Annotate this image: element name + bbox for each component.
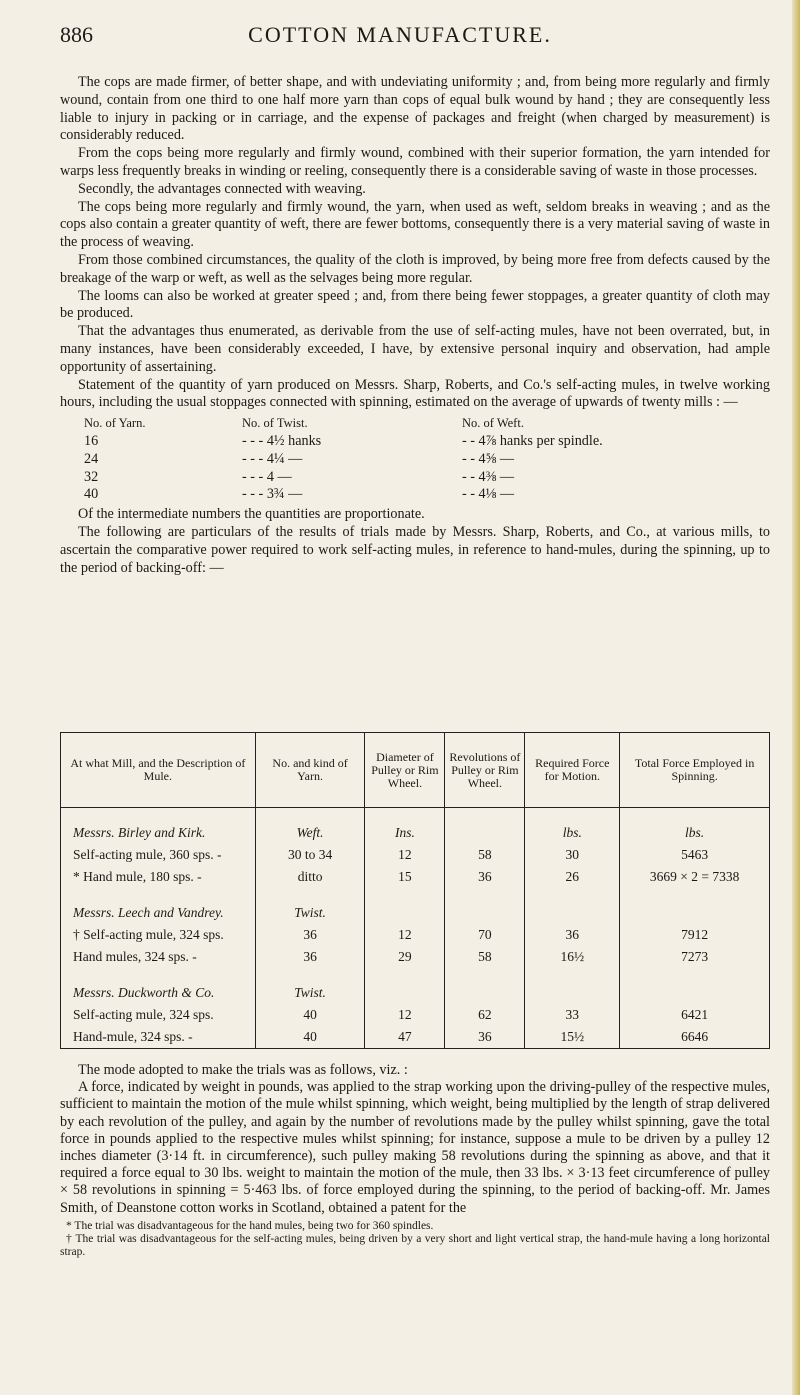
results-header-row xyxy=(61,733,770,808)
weft-header: No. of Weft. xyxy=(462,416,524,431)
diameter-value: 29 xyxy=(365,946,445,968)
weft-hanks: - - 4⅛ — xyxy=(462,486,515,503)
col-header-mill: At what Mill, and the Description of Mule. xyxy=(61,733,256,808)
yarn-kind: Twist. xyxy=(255,902,365,924)
required-force-value: 33 xyxy=(525,1004,620,1026)
table-group-heading xyxy=(61,902,770,924)
body-text xyxy=(60,74,770,577)
total-force-value: 6421 xyxy=(620,1004,770,1026)
yarn-header: No. of Yarn. xyxy=(84,416,146,431)
total-force-value: 5463 xyxy=(620,844,770,866)
paragraph: From those combined circumstances, the quality of the cloth is improved, by being more free from defects caused by the breakage of the warp or weft, as well as the selvages being more regular. xyxy=(60,251,770,286)
results-table xyxy=(60,732,770,1049)
footnotes xyxy=(60,1220,770,1259)
table-row xyxy=(61,924,770,946)
total-force-value: 3669 × 2 = 7338 xyxy=(620,866,770,888)
yarn-no: 16 xyxy=(84,432,99,449)
table-row xyxy=(61,866,770,888)
diameter-value: 15 xyxy=(365,866,445,888)
twist-header: No. of Twist. xyxy=(242,416,308,431)
total-force-value: 7912 xyxy=(620,924,770,946)
page-number: 886 xyxy=(60,22,93,47)
mule-description: † Self-acting mule, 324 sps. xyxy=(61,924,256,946)
unit-required-force: lbs. xyxy=(525,822,620,844)
table-group-heading xyxy=(61,982,770,1004)
table-row xyxy=(61,1026,770,1049)
paragraph: From the cops being more regularly and firmly wound, combined with their superior formation, the yarn intended for warps less frequently breaks in winding or reeling, consequently there is a considerable saving of waste in those processes. xyxy=(60,145,770,179)
col-header-required-force: Required Force for Motion. xyxy=(525,733,620,808)
yarn-no: 32 xyxy=(84,468,99,485)
mill-name: Messrs. Leech and Vandrey. xyxy=(61,902,256,924)
col-header-yarn: No. and kind of Yarn. xyxy=(255,733,365,808)
weft-hanks: - - 4⅜ — xyxy=(462,468,515,485)
twist-hanks: - - - 4¼ — xyxy=(242,450,303,467)
table-group-heading xyxy=(61,822,770,844)
yarn-no: 24 xyxy=(84,450,99,467)
yarn-kind: Weft. xyxy=(255,822,365,844)
mule-description: Self-acting mule, 360 sps. - xyxy=(61,844,256,866)
revolutions-value: 36 xyxy=(445,1026,525,1049)
yarn-number: 40 xyxy=(255,1004,365,1026)
twist-hanks: - - - 4½ hanks xyxy=(242,432,322,449)
twist-hanks: - - - 3¾ — xyxy=(242,486,303,503)
yarn-row xyxy=(60,433,770,451)
diameter-value: 12 xyxy=(365,924,445,946)
yarn-number: ditto xyxy=(255,866,365,888)
col-header-revolutions: Revolutions of Pulley or Rim Wheel. xyxy=(445,733,525,808)
required-force-value: 30 xyxy=(525,844,620,866)
total-force-value: 6646 xyxy=(620,1026,770,1049)
col-header-diameter: Diameter of Pulley or Rim Wheel. xyxy=(365,733,445,808)
paragraph: The cops being more regularly and firmly wound, the yarn, when used as weft, seldom breaks in weaving ; and as the cops also contain a greater quantity of weft, there are fewer bottoms, consequently there is a very material saving of waste in the process of weaving. xyxy=(60,198,770,251)
page-header xyxy=(40,22,760,52)
required-force-value: 36 xyxy=(525,924,620,946)
paragraph: Statement of the quantity of yarn produced on Messrs. Sharp, Roberts, and Co.'s self-acting mules, in twelve working hours, including the usual stoppages connected with spinning, estimated on the average of upwards of twenty mills : — xyxy=(60,376,770,411)
paragraph: The cops are made firmer, of better shape, and with undeviating uniformity ; and, from being more regularly and firmly wound, contain from one third to one half more yarn than cops of equal bulk wound by hand ; they are consequently less liable to injury in packing or in carriage, and the expense of packages and freight (when charged by measurement) is considerably reduced. xyxy=(60,74,770,144)
revolutions-value: 36 xyxy=(445,866,525,888)
paragraph: The mode adopted to make the trials was as follows, viz. : xyxy=(78,1062,408,1078)
mule-description: * Hand mule, 180 sps. - xyxy=(61,866,256,888)
twist-hanks: - - - 4 — xyxy=(242,468,292,485)
page-edge-stain xyxy=(792,0,800,1395)
revolutions-value: 62 xyxy=(445,1004,525,1026)
yarn-row xyxy=(60,486,770,504)
table-row xyxy=(61,844,770,866)
diameter-value: 12 xyxy=(365,844,445,866)
paragraph: That the advantages thus enumerated, as derivable from the use of self-acting mules, have not been overrated, but, in many instances, have been considerably exceeded, I have, by extensive personal inquiry and observation, had ample opportunity of assertaining. xyxy=(60,323,770,375)
yarn-quantity-table xyxy=(60,415,770,504)
yarn-number: 36 xyxy=(255,924,365,946)
paragraph: The following are particulars of the results of trials made by Messrs. Sharp, Roberts, and Co., at various mills, to ascertain the comparative power required to work self-acting mules, in reference to hand-mules, during the spinning, up to the period of backing-off: — xyxy=(60,523,770,576)
yarn-number: 36 xyxy=(255,946,365,968)
paragraph: Secondly, the advantages connected with weaving. xyxy=(78,180,366,197)
total-force-value: 7273 xyxy=(620,946,770,968)
yarn-number: 30 to 34 xyxy=(255,844,365,866)
required-force-value: 26 xyxy=(525,866,620,888)
unit-total-force: lbs. xyxy=(620,822,770,844)
revolutions-value: 58 xyxy=(445,844,525,866)
mill-name: Messrs. Duckworth & Co. xyxy=(61,982,256,1004)
footnote: * The trial was disadvantageous for the hand mules, being two for 360 spindles. xyxy=(66,1219,434,1232)
mule-description: Self-acting mule, 324 sps. xyxy=(61,1004,256,1026)
table-row xyxy=(61,1004,770,1026)
weft-hanks: - - 4⅞ hanks per spindle. xyxy=(462,432,603,449)
yarn-number: 40 xyxy=(255,1026,365,1049)
diameter-value: 47 xyxy=(365,1026,445,1049)
weft-hanks: - - 4⅝ — xyxy=(462,450,515,467)
running-title: COTTON MANUFACTURE. xyxy=(248,22,552,47)
table-row xyxy=(61,946,770,968)
unit-diameter: Ins. xyxy=(365,822,445,844)
paragraph: Of the intermediate numbers the quantities are proportionate. xyxy=(78,506,425,523)
required-force-value: 16½ xyxy=(525,946,620,968)
mule-description: Hand-mule, 324 sps. - xyxy=(61,1026,256,1049)
yarn-row xyxy=(60,451,770,469)
yarn-no: 40 xyxy=(84,486,99,503)
mule-description: Hand mules, 324 sps. - xyxy=(61,946,256,968)
body-text-bottom xyxy=(60,1062,770,1259)
paragraph: A force, indicated by weight in pounds, was applied to the strap working upon the driving-pulley of the respective mules, sufficient to maintain the motion of the mule whilst spinning, which weight, being multiplied by the length of strap delivered by each revolution of the pulley, and again by the number of revolutions made by the pulley whilst spinning, gave the total force in pounds applied to the respective mules whilst spinning; for instance, suppose a mule to be driven by a pulley 12 inches diameter (3·14 ft. in circumference), such pulley making 58 revolutions during the spinning as above, and that it required a force equal to 30 lbs. weight to maintain the motion of the mule, then 33 lbs. × 3·13 feet circumference of pulley × 58 revolutions in spinning = 5·463 lbs. of force employed during the spinning, to the period of backing-off. Mr. James Smith, of Deanstone cotton works in Scotland, obtained a patent for the xyxy=(60,1079,770,1216)
mill-name: Messrs. Birley and Kirk. xyxy=(61,822,256,844)
required-force-value: 15½ xyxy=(525,1026,620,1049)
diameter-value: 12 xyxy=(365,1004,445,1026)
paragraph: The looms can also be worked at greater speed ; and, from there being fewer stoppages, a greater quantity of cloth may be produced. xyxy=(60,287,770,322)
revolutions-value: 58 xyxy=(445,946,525,968)
footnote: † The trial was disadvantageous for the self-acting mules, being driven by a very short and light vertical strap, the hand-mule having a long horizontal strap. xyxy=(60,1232,770,1258)
yarn-kind: Twist. xyxy=(255,982,365,1004)
revolutions-value: 70 xyxy=(445,924,525,946)
yarn-table-header xyxy=(60,415,770,433)
yarn-row xyxy=(60,469,770,487)
col-header-total-force: Total Force Employed in Spinning. xyxy=(620,733,770,808)
